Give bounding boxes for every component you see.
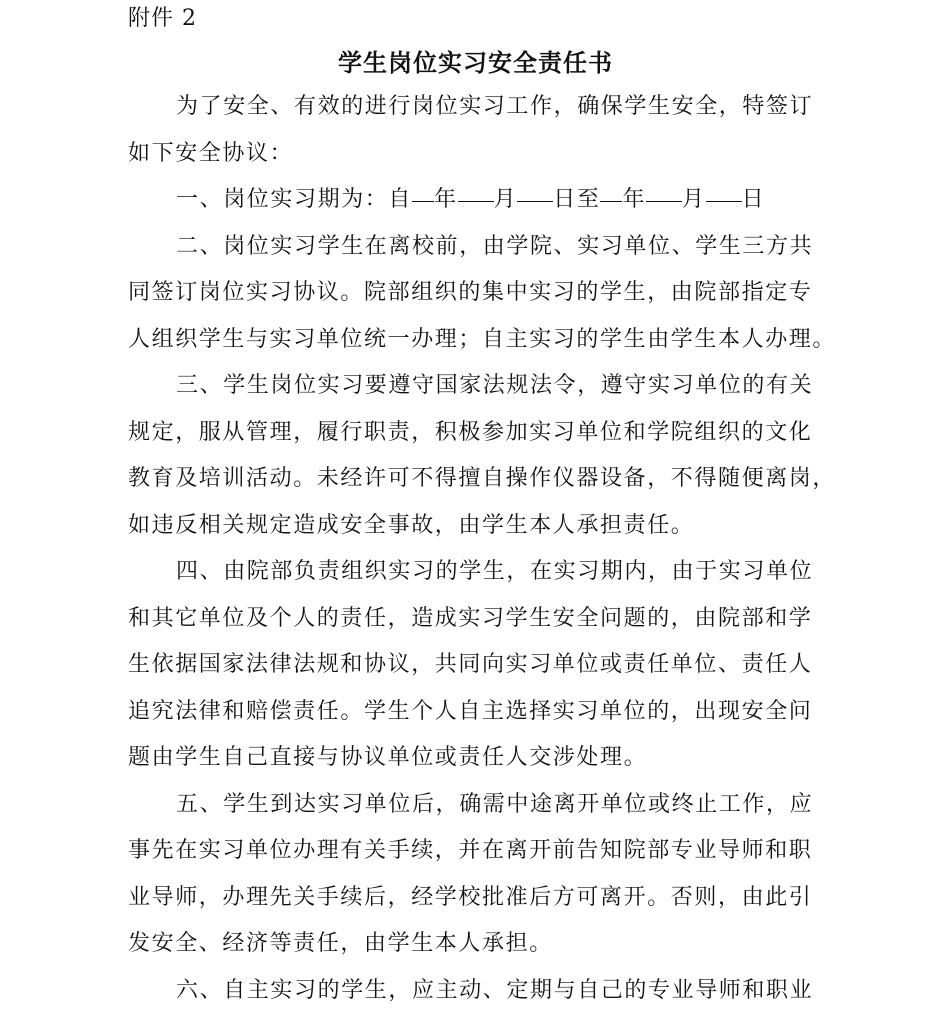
year-blank xyxy=(412,179,434,202)
clause-4-line: 和其它单位及个人的责任，造成实习学生安全问题的，由院部和学 xyxy=(128,596,833,643)
period-month-label: 月 xyxy=(682,187,706,212)
year-blank xyxy=(600,179,622,202)
period-day-label: 日 xyxy=(742,187,766,212)
clause-3-line: 规定，服从管理，履行职责，积极参加实习单位和学院组织的文化 xyxy=(128,410,833,457)
period-day-label: 日至 xyxy=(553,187,600,212)
clause-2-line: 二、岗位实习学生在离校前，由学院、实习单位、学生三方共 xyxy=(128,224,833,271)
period-year-label: 年 xyxy=(622,187,646,212)
clause-3-line: 三、学生岗位实习要遵守国家法规法令，遵守实习单位的有关 xyxy=(128,363,833,410)
clause-5-line: 发安全、经济等责任，由学生本人承担。 xyxy=(128,921,833,968)
intro-line: 如下安全协议： xyxy=(128,131,833,178)
clause-4-line: 四、由院部负责组织实习的学生，在实习期内，由于实习单位 xyxy=(128,549,833,596)
clause-5-line: 事先在实习单位办理有关手续，并在离开前告知院部专业导师和职 xyxy=(128,828,833,875)
clause-5-line: 五、学生到达实习单位后，确需中途离开单位或终止工作，应 xyxy=(128,782,833,829)
period-year-label: 年 xyxy=(434,187,458,212)
clause-3-line: 教育及培训活动。未经许可不得擅自操作仪器设备，不得随便离岗， xyxy=(128,456,833,503)
attachment-label: 附件 2 xyxy=(128,4,197,34)
clause-3-line: 如违反相关规定造成安全事故，由学生本人承担责任。 xyxy=(128,503,833,550)
document-title: 学生岗位实习安全责任书 xyxy=(0,46,951,80)
internship-period-line xyxy=(128,177,833,224)
document-body xyxy=(128,84,833,1014)
period-month-label: 月 xyxy=(494,187,518,212)
clause-4-line: 追究法律和赔偿责任。学生个人自主选择实习单位的，出现安全问 xyxy=(128,689,833,736)
clause-4-line: 题由学生自己直接与协议单位或责任人交涉处理。 xyxy=(128,735,833,782)
clause-2-line: 人组织学生与实习单位统一办理；自主实习的学生由学生本人办理。 xyxy=(128,317,833,364)
clause-4-line: 生依据国家法律法规和协议，共同向实习单位或责任单位、责任人 xyxy=(128,642,833,689)
intro-line: 为了安全、有效的进行岗位实习工作，确保学生安全，特签订 xyxy=(128,84,833,131)
month-blank xyxy=(458,179,494,202)
clause-5-line: 业导师，办理先关手续后，经学校批准后方可离开。否则，由此引 xyxy=(128,875,833,922)
clause-6-line: 六、自主实习的学生，应主动、定期与自己的专业导师和职业 xyxy=(128,968,833,1014)
month-blank xyxy=(646,179,682,202)
day-blank xyxy=(517,179,553,202)
clause-2-line: 同签订岗位实习协议。院部组织的集中实习的学生，由院部指定专 xyxy=(128,270,833,317)
period-prefix: 一、岗位实习期为：自 xyxy=(176,187,412,212)
day-blank xyxy=(706,179,742,202)
